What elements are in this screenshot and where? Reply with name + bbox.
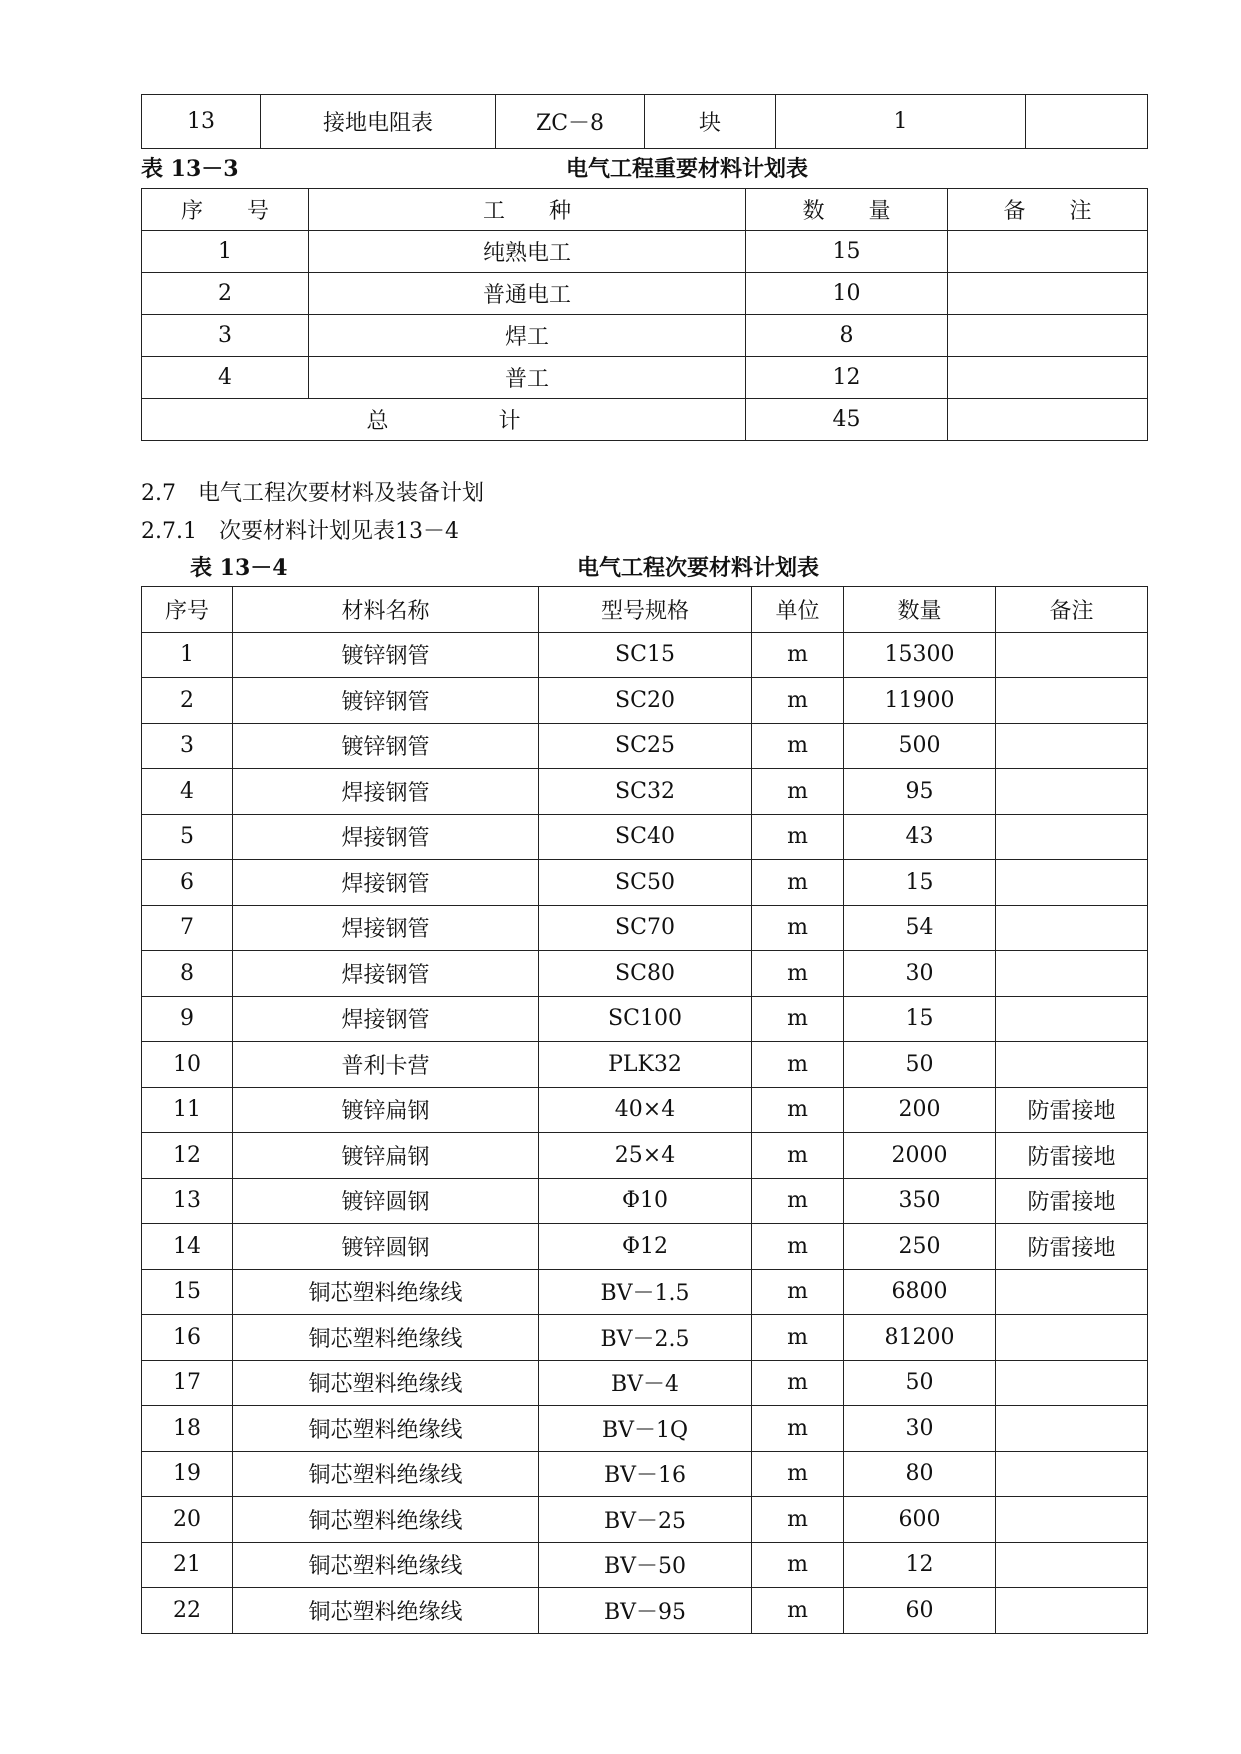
- cell-note: [996, 769, 1148, 815]
- cell-no: 17: [142, 1360, 233, 1406]
- cell-no: 21: [142, 1542, 233, 1588]
- cell-note: [996, 1588, 1148, 1634]
- cell-unit: 块: [645, 95, 776, 149]
- cell-no: 16: [142, 1315, 233, 1361]
- cell-unit: m: [752, 1588, 844, 1634]
- cell-qty: 81200: [844, 1315, 996, 1361]
- section-subheading: 2.7.1 次要材料计划见表13－4: [141, 519, 459, 544]
- cell-spec: BV－2.5: [539, 1315, 752, 1361]
- table-row: [142, 1360, 1148, 1406]
- cell-note: 防雷接地: [996, 1178, 1148, 1224]
- cell-spec: SC20: [539, 678, 752, 724]
- table-row: [142, 357, 1148, 399]
- table-row: [142, 860, 1148, 906]
- header-trade: 工 种: [309, 189, 746, 231]
- cell-spec: SC32: [539, 769, 752, 815]
- section-heading: 2.7 电气工程次要材料及装备计划: [141, 481, 484, 506]
- cell-no: 5: [142, 814, 233, 860]
- cell-no: 1: [142, 231, 309, 273]
- cell-no: 6: [142, 860, 233, 906]
- cell-unit: m: [752, 1224, 844, 1270]
- cell-name: 焊接钢管: [233, 905, 539, 951]
- cell-note: [948, 231, 1148, 273]
- cell-unit: m: [752, 1269, 844, 1315]
- cell-note: [996, 1406, 1148, 1452]
- cell-note: [996, 860, 1148, 906]
- cell-qty: 60: [844, 1588, 996, 1634]
- cell-unit: m: [752, 678, 844, 724]
- cell-qty: 43: [844, 814, 996, 860]
- cell-spec: Φ10: [539, 1178, 752, 1224]
- cell-note: [996, 1315, 1148, 1361]
- cell-name: 镀锌钢管: [233, 723, 539, 769]
- table-row: [142, 723, 1148, 769]
- cell-trade: 纯熟电工: [309, 231, 746, 273]
- cell-name: 焊接钢管: [233, 769, 539, 815]
- cell-unit: m: [752, 1542, 844, 1588]
- cell-qty: 6800: [844, 1269, 996, 1315]
- cell-qty: 2000: [844, 1133, 996, 1179]
- table-row: [142, 1042, 1148, 1088]
- cell-spec: SC80: [539, 951, 752, 997]
- cell-note: [996, 1269, 1148, 1315]
- total-note: [948, 399, 1148, 441]
- header-spec: 型号规格: [539, 587, 752, 633]
- cell-name: 铜芯塑料绝缘线: [233, 1451, 539, 1497]
- cell-unit: m: [752, 905, 844, 951]
- table-row: [142, 1588, 1148, 1634]
- cell-trade: 焊工: [309, 315, 746, 357]
- cell-unit: m: [752, 769, 844, 815]
- table-row: [142, 814, 1148, 860]
- cell-no: 22: [142, 1588, 233, 1634]
- cell-no: 1: [142, 632, 233, 678]
- cell-no: 4: [142, 769, 233, 815]
- labor-table-body: [142, 231, 1148, 399]
- cell-no: 10: [142, 1042, 233, 1088]
- cell-note: [996, 1542, 1148, 1588]
- table-row: [142, 1133, 1148, 1179]
- table-header-row: [142, 189, 1148, 231]
- cell-no: 7: [142, 905, 233, 951]
- cell-name: 铜芯塑料绝缘线: [233, 1497, 539, 1543]
- cell-unit: m: [752, 1451, 844, 1497]
- total-label: 总 计: [142, 399, 746, 441]
- cell-note: 防雷接地: [996, 1224, 1148, 1270]
- cell-no: 15: [142, 1269, 233, 1315]
- cell-name: 铜芯塑料绝缘线: [233, 1269, 539, 1315]
- cell-note: [996, 1497, 1148, 1543]
- cell-unit: m: [752, 1087, 844, 1133]
- cell-qty: 30: [844, 1406, 996, 1452]
- cell-no: 3: [142, 723, 233, 769]
- cell-qty: 50: [844, 1042, 996, 1088]
- cell-no: 20: [142, 1497, 233, 1543]
- cell-no: 11: [142, 1087, 233, 1133]
- cell-unit: m: [752, 860, 844, 906]
- cell-spec: BV－4: [539, 1360, 752, 1406]
- cell-unit: m: [752, 1406, 844, 1452]
- cell-note: [948, 273, 1148, 315]
- cell-name: 焊接钢管: [233, 996, 539, 1042]
- cell-qty: 15300: [844, 632, 996, 678]
- table-row: [142, 905, 1148, 951]
- cell-qty: 200: [844, 1087, 996, 1133]
- cell-name: 铜芯塑料绝缘线: [233, 1588, 539, 1634]
- cell-name: 接地电阻表: [261, 95, 496, 149]
- header-note: 备 注: [948, 189, 1148, 231]
- total-qty: 45: [746, 399, 948, 441]
- cell-unit: m: [752, 1042, 844, 1088]
- cell-unit: m: [752, 1178, 844, 1224]
- cell-no: 14: [142, 1224, 233, 1270]
- cell-unit: m: [752, 723, 844, 769]
- table3-title: 电气工程次要材料计划表: [577, 555, 820, 581]
- cell-no: 8: [142, 951, 233, 997]
- cell-spec: SC50: [539, 860, 752, 906]
- cell-note: 防雷接地: [996, 1133, 1148, 1179]
- cell-name: 普利卡营: [233, 1042, 539, 1088]
- cell-qty: 15: [844, 860, 996, 906]
- cell-spec: SC100: [539, 996, 752, 1042]
- table-row: [142, 1542, 1148, 1588]
- cell-name: 镀锌扁钢: [233, 1087, 539, 1133]
- table-row: [142, 1497, 1148, 1543]
- cell-note: [996, 723, 1148, 769]
- cell-qty: 11900: [844, 678, 996, 724]
- cell-no: 2: [142, 678, 233, 724]
- cell-name: 焊接钢管: [233, 951, 539, 997]
- cell-spec: 25×4: [539, 1133, 752, 1179]
- table-row: [142, 1451, 1148, 1497]
- cell-no: 12: [142, 1133, 233, 1179]
- table-row: [142, 632, 1148, 678]
- cell-name: 镀锌钢管: [233, 678, 539, 724]
- materials-table-body: [142, 632, 1148, 1633]
- cell-spec: 40×4: [539, 1087, 752, 1133]
- header-no: 序 号: [142, 189, 309, 231]
- materials-table: [141, 586, 1148, 1634]
- cell-no: 9: [142, 996, 233, 1042]
- cell-trade: 普工: [309, 357, 746, 399]
- cell-note: [1026, 95, 1148, 149]
- cell-note: [996, 1042, 1148, 1088]
- cell-note: [996, 678, 1148, 724]
- cell-name: 焊接钢管: [233, 814, 539, 860]
- labor-table: [141, 188, 1148, 441]
- table-row: [142, 1315, 1148, 1361]
- table-row: [142, 769, 1148, 815]
- cell-qty: 80: [844, 1451, 996, 1497]
- cell-unit: m: [752, 996, 844, 1042]
- cell-qty: 500: [844, 723, 996, 769]
- cell-note: [948, 315, 1148, 357]
- cell-unit: m: [752, 1315, 844, 1361]
- table-row: [142, 315, 1148, 357]
- cell-qty: 600: [844, 1497, 996, 1543]
- cell-spec: BV－1.5: [539, 1269, 752, 1315]
- equipment-table-fragment: [141, 94, 1148, 149]
- header-name: 材料名称: [233, 587, 539, 633]
- cell-name: 铜芯塑料绝缘线: [233, 1315, 539, 1361]
- cell-no: 18: [142, 1406, 233, 1452]
- table-row: [142, 1178, 1148, 1224]
- cell-no: 2: [142, 273, 309, 315]
- cell-qty: 12: [844, 1542, 996, 1588]
- cell-unit: m: [752, 951, 844, 997]
- header-unit: 单位: [752, 587, 844, 633]
- cell-spec: SC25: [539, 723, 752, 769]
- cell-note: [996, 996, 1148, 1042]
- total-row: [142, 399, 1148, 441]
- cell-spec: BV－25: [539, 1497, 752, 1543]
- cell-note: [996, 951, 1148, 997]
- cell-qty: 12: [746, 357, 948, 399]
- cell-note: [996, 905, 1148, 951]
- cell-unit: m: [752, 1360, 844, 1406]
- cell-unit: m: [752, 814, 844, 860]
- cell-note: [996, 814, 1148, 860]
- table-row: [142, 95, 1148, 149]
- cell-spec: BV－16: [539, 1451, 752, 1497]
- cell-qty: 350: [844, 1178, 996, 1224]
- cell-name: 铜芯塑料绝缘线: [233, 1360, 539, 1406]
- cell-spec: BV－95: [539, 1588, 752, 1634]
- header-qty: 数 量: [746, 189, 948, 231]
- cell-qty: 95: [844, 769, 996, 815]
- cell-spec: BV－1Q: [539, 1406, 752, 1452]
- table-header-row: [142, 587, 1148, 633]
- cell-spec: BV－50: [539, 1542, 752, 1588]
- table-row: [142, 996, 1148, 1042]
- header-qty: 数量: [844, 587, 996, 633]
- table2-title: 电气工程重要材料计划表: [566, 156, 809, 182]
- header-no: 序号: [142, 587, 233, 633]
- cell-name: 镀锌圆钢: [233, 1178, 539, 1224]
- cell-qty: 30: [844, 951, 996, 997]
- cell-name: 焊接钢管: [233, 860, 539, 906]
- table-row: [142, 1406, 1148, 1452]
- cell-qty: 50: [844, 1360, 996, 1406]
- cell-qty: 10: [746, 273, 948, 315]
- cell-spec: SC70: [539, 905, 752, 951]
- cell-unit: m: [752, 1133, 844, 1179]
- cell-spec: SC15: [539, 632, 752, 678]
- table-row: [142, 1224, 1148, 1270]
- header-note: 备注: [996, 587, 1148, 633]
- cell-unit: m: [752, 1497, 844, 1543]
- cell-name: 铜芯塑料绝缘线: [233, 1542, 539, 1588]
- cell-trade: 普通电工: [309, 273, 746, 315]
- cell-spec: Φ12: [539, 1224, 752, 1270]
- table-row: [142, 951, 1148, 997]
- cell-qty: 54: [844, 905, 996, 951]
- table-row: [142, 273, 1148, 315]
- table-row: [142, 678, 1148, 724]
- cell-name: 镀锌钢管: [233, 632, 539, 678]
- cell-qty: 8: [746, 315, 948, 357]
- cell-no: 19: [142, 1451, 233, 1497]
- cell-no: 13: [142, 1178, 233, 1224]
- cell-unit: m: [752, 632, 844, 678]
- cell-name: 铜芯塑料绝缘线: [233, 1406, 539, 1452]
- cell-note: [948, 357, 1148, 399]
- cell-model: ZC－8: [496, 95, 645, 149]
- cell-qty: 15: [746, 231, 948, 273]
- table-row: [142, 231, 1148, 273]
- cell-name: 镀锌圆钢: [233, 1224, 539, 1270]
- cell-spec: SC40: [539, 814, 752, 860]
- cell-note: 防雷接地: [996, 1087, 1148, 1133]
- cell-name: 镀锌扁钢: [233, 1133, 539, 1179]
- cell-no: 13: [142, 95, 261, 149]
- cell-no: 3: [142, 315, 309, 357]
- cell-qty: 250: [844, 1224, 996, 1270]
- cell-note: [996, 632, 1148, 678]
- cell-note: [996, 1360, 1148, 1406]
- table-row: [142, 1087, 1148, 1133]
- table2-label: 表 13－3: [141, 156, 239, 182]
- cell-qty: 1: [776, 95, 1026, 149]
- cell-spec: PLK32: [539, 1042, 752, 1088]
- table3-label: 表 13－4: [190, 555, 288, 581]
- cell-qty: 15: [844, 996, 996, 1042]
- cell-no: 4: [142, 357, 309, 399]
- table-row: [142, 1269, 1148, 1315]
- cell-note: [996, 1451, 1148, 1497]
